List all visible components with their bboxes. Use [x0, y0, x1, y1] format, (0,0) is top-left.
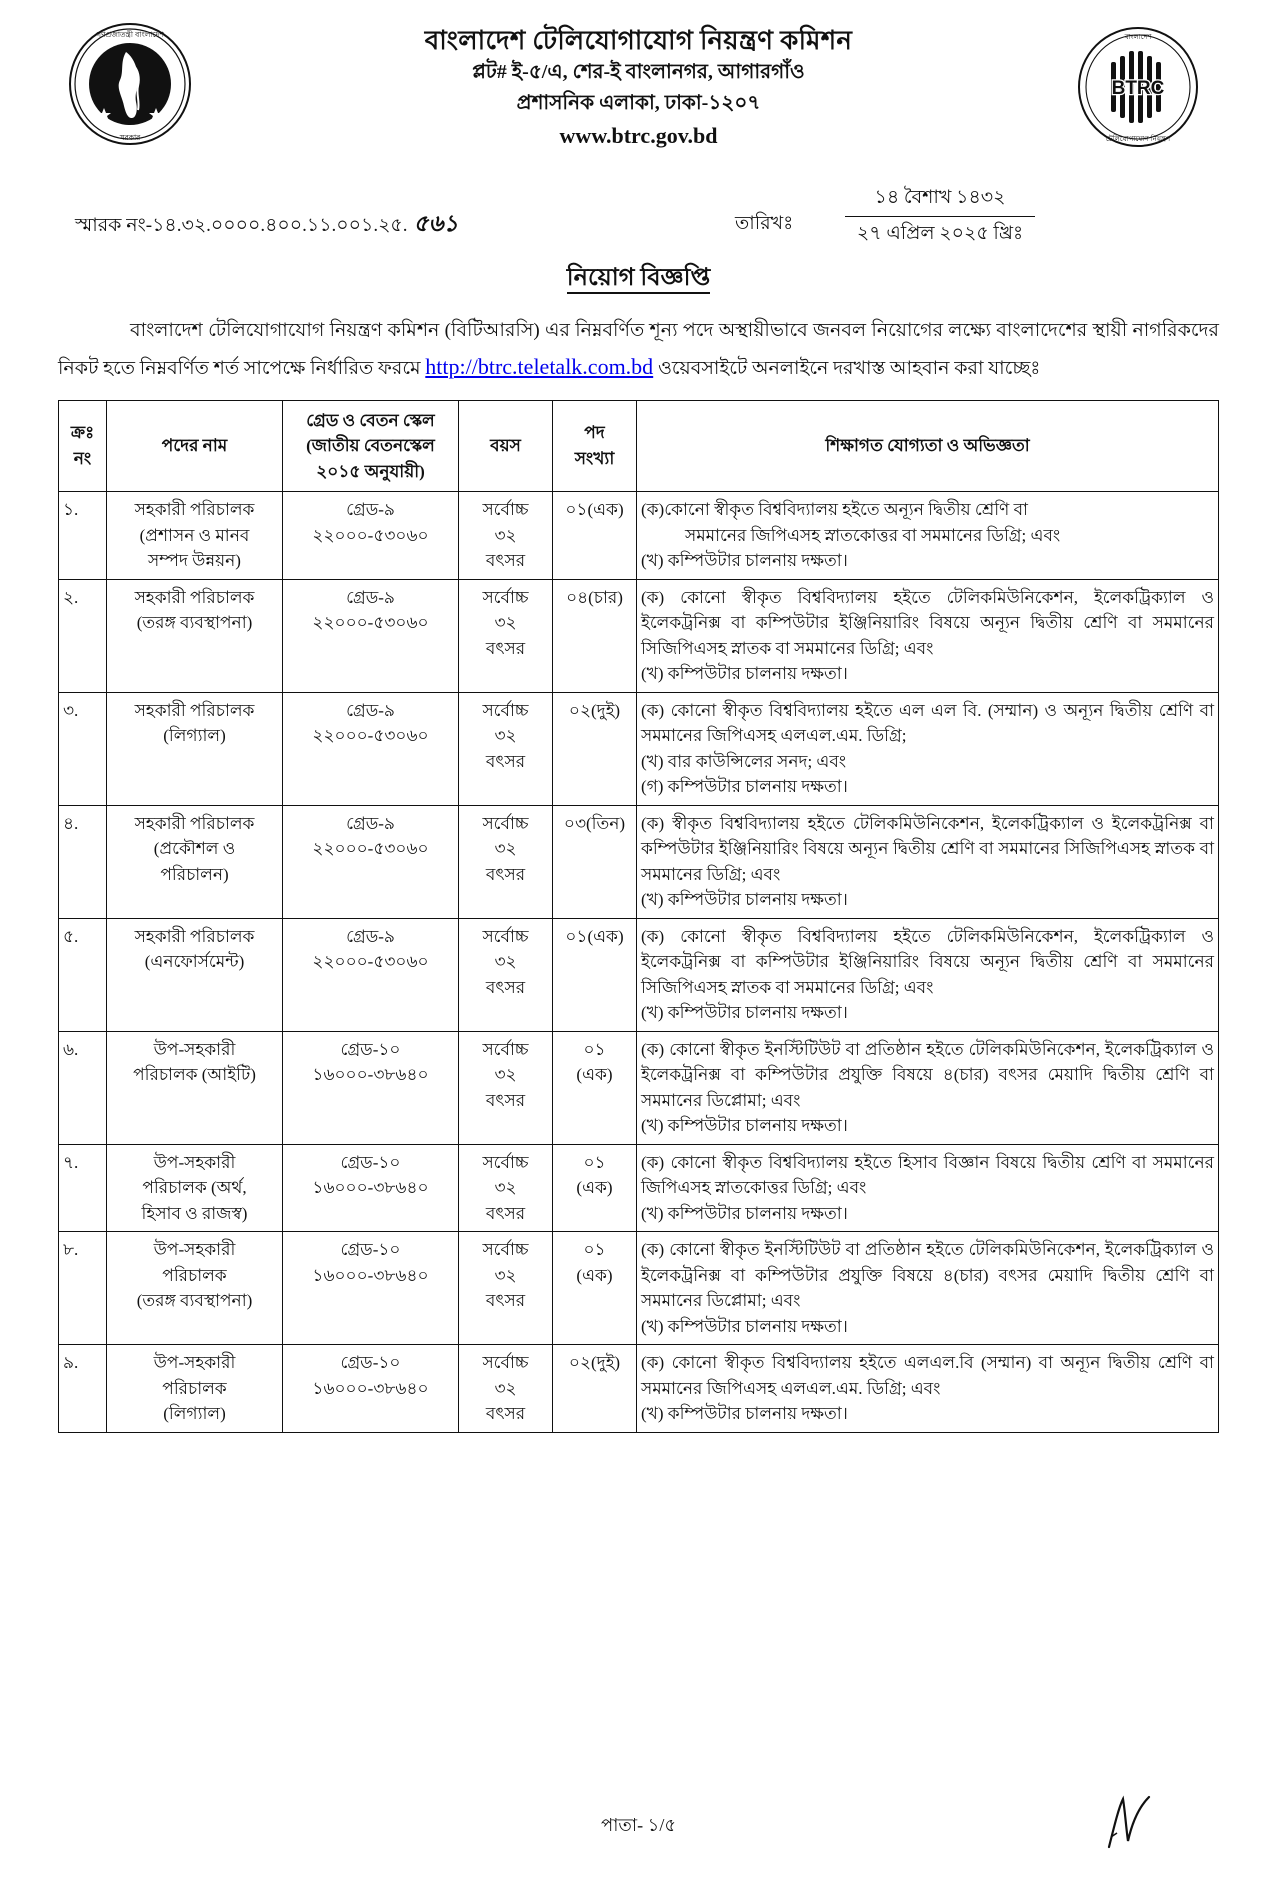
qualification-line: (খ) কম্পিউটার চালনায় দক্ষতা।	[641, 890, 848, 909]
cell-post-name	[107, 1232, 283, 1345]
cell-age-limit	[459, 492, 553, 580]
column-header-qualification-line-1: শিক্ষাগত যোগ্যতা ও অভিজ্ঞতা	[825, 436, 1030, 455]
cell-grade-scale	[283, 579, 459, 692]
intro-text-part-1: বাংলাদেশ টেলিযোগাযোগ নিয়ন্ত্রণ কমিশন (বিটিআরসি) এর নিম্নবর্ণিত শূন্য পদে অস্থায়ীভাবে জনবল নিয়োগের লক্ষ্যে বাংলাদেশের স্থায়ী নাগরিকদের নিকট হতে নিম্নবর্ণিত শর্ত সাপেক্ষে নির্ধারিত ফরমে	[58, 320, 1219, 379]
age-limit-line: বৎসর	[485, 977, 526, 997]
age-limit-line: সর্বোচ্চ	[482, 813, 529, 833]
svg-text:গণপ্রজাতন্ত্রী বাংলাদেশ: গণপ্রজাতন্ত্রী বাংলাদেশ	[96, 30, 164, 39]
table-row	[59, 692, 1219, 805]
post-count-line: ০১(এক)	[565, 926, 624, 946]
column-header-post-name-line-1: পদের নাম	[161, 436, 228, 455]
post-count-line: ০১	[583, 1240, 606, 1259]
grade-scale-line: গ্রেড-৯	[346, 813, 395, 833]
cell-post-count	[553, 918, 637, 1031]
post-name-line: হিসাব ও রাজস্ব)	[141, 1203, 248, 1223]
age-limit-line: সর্বোচ্চ	[482, 500, 529, 519]
cell-serial-number: ৯.	[59, 1345, 107, 1433]
cell-post-count	[553, 1232, 637, 1345]
grade-scale-line: ২২০০০-৫৩০৬০	[312, 525, 429, 545]
table-row	[59, 1232, 1219, 1345]
cell-grade-scale	[283, 1232, 459, 1345]
age-limit-line: সর্বোচ্চ	[482, 1240, 529, 1259]
qualification-line: (ক) কোনো স্বীকৃত ইনস্টিটিউট বা প্রতিষ্ঠান হইতে টেলিকমিউনিকেশন, ইলেকট্রিক্যাল ও ইলেকট্রনিক্স বা কম্পিউটার প্রযুক্তি বিষয়ে ৪(চার) বৎসর মেয়াদি দ্বিতীয় শ্রেণি বা সমমানের ডিপ্লোমা; এবং	[641, 1240, 1214, 1310]
cell-serial-number: ৮.	[59, 1232, 107, 1345]
grade-scale-line: ২২০০০-৫৩০৬০	[312, 839, 429, 858]
memo-date-row	[0, 187, 1277, 257]
age-limit-line: ৩২	[494, 613, 517, 632]
table-header-row	[59, 400, 1219, 492]
qualification-line: (খ) কম্পিউটার চালনায় দক্ষতা।	[641, 1316, 848, 1336]
cell-qualification	[637, 492, 1219, 580]
cell-grade-scale	[283, 918, 459, 1031]
table-row	[59, 1345, 1219, 1433]
cell-post-name	[107, 492, 283, 580]
post-name-line: উপ-সহকারী	[153, 1353, 236, 1372]
date-english: ২৭ এপ্রিল ২০২৫ খ্রিঃ	[856, 223, 1024, 244]
memo-number-label: স্মারক নং-১৪.৩২.০০০০.৪০০.১১.০০১.২৫.	[75, 215, 408, 236]
cell-age-limit	[459, 692, 553, 805]
post-name-line: সহকারী পরিচালক	[134, 926, 255, 946]
btrc-logo-icon	[1077, 26, 1199, 148]
grade-scale-line: গ্রেড-১০	[340, 1152, 401, 1172]
post-name-line: সহকারী পরিচালক	[134, 700, 255, 720]
cell-post-name	[107, 579, 283, 692]
grade-scale-line: গ্রেড-৯	[346, 587, 395, 607]
table-row	[59, 918, 1219, 1031]
qualification-line: (ক) কোনো স্বীকৃত বিশ্ববিদ্যালয় হইতে টেলিকমিউনিকেশন, ইলেকট্রিক্যাল ও ইলেকট্রনিক্স বা কম্পিউটার ইঞ্জিনিয়ারিং বিষয়ে অন্যূন দ্বিতীয় শ্রেণি বা সমমানের সিজিপিএসহ স্নাতক বা সমমানের ডিগ্রি; এবং	[641, 926, 1214, 997]
grade-scale-line: গ্রেড-৯	[346, 926, 395, 946]
age-limit-line: সর্বোচ্চ	[482, 1039, 529, 1059]
grade-scale-line: গ্রেড-১০	[340, 1240, 401, 1259]
qualification-line: (খ) কম্পিউটার চালনায় দক্ষতা।	[641, 551, 848, 570]
intro-paragraph	[58, 315, 1219, 386]
page-title	[0, 259, 1277, 299]
page-title-text: নিয়োগ বিজ্ঞপ্তি	[567, 265, 710, 294]
post-count-line: ০৪(চার)	[566, 587, 623, 607]
cell-post-name	[107, 1031, 283, 1144]
post-name-line: পরিচালক (অর্থ,	[142, 1178, 247, 1197]
grade-scale-line: ১৬০০০-৩৮৬৪০	[312, 1378, 429, 1398]
date-stack	[845, 183, 1035, 251]
cell-grade-scale	[283, 1345, 459, 1433]
grade-scale-line: ২২০০০-৫৩০৬০	[312, 613, 429, 632]
age-limit-line: বৎসর	[485, 1090, 526, 1110]
qualification-line: সমমানের জিপিএসহ স্নাতকোত্তর বা সমমানের ডিগ্রি; এবং	[685, 525, 1061, 545]
post-name-line: (প্রকৌশল ও	[153, 839, 236, 858]
cell-qualification	[637, 1031, 1219, 1144]
cell-post-name	[107, 918, 283, 1031]
post-name-line: পরিচালন)	[160, 864, 229, 884]
age-limit-line: সর্বোচ্চ	[482, 700, 529, 720]
document-header	[0, 0, 1277, 185]
post-count-line: ০৩(তিন)	[563, 813, 626, 833]
grade-scale-line: গ্রেড-১০	[340, 1353, 401, 1372]
qualification-line: (খ) বার কাউন্সিলের সনদ; এবং	[641, 751, 847, 771]
post-count-line: ০২(দুই)	[568, 700, 621, 720]
post-count-line: ০১	[583, 1152, 606, 1172]
qualification-line: (খ) কম্পিউটার চালনায় দক্ষতা।	[641, 1404, 848, 1423]
organization-name: বাংলাদেশ টেলিযোগাযোগ নিয়ন্ত্রণ কমিশন	[424, 26, 853, 55]
cell-serial-number: ৫.	[59, 918, 107, 1031]
svg-text:BTRC: BTRC	[1111, 78, 1165, 99]
application-website-link[interactable]: http://btrc.teletalk.com.bd	[425, 353, 654, 379]
age-limit-line: বৎসর	[485, 1203, 526, 1223]
organization-website: www.btrc.gov.bd	[559, 123, 718, 149]
memo-serial-number: ৫৬১	[413, 211, 459, 236]
column-header-grade-line-3: ২০১৫ অনুযায়ী)	[316, 461, 425, 481]
cell-age-limit	[459, 1345, 553, 1433]
column-header-age	[459, 400, 553, 492]
cell-post-count	[553, 692, 637, 805]
qualification-line: (ক) কোনো স্বীকৃত বিশ্ববিদ্যালয় হইতে এল এল বি. (সম্মান) ও অন্যূন দ্বিতীয় শ্রেণি বা সমমানের জিপিএসহ এলএল.এম. ডিগ্রি;	[641, 700, 1214, 745]
post-count-line: (এক)	[576, 1065, 613, 1084]
column-header-serial-line-2: নং	[73, 448, 92, 468]
qualification-line: (খ) কম্পিউটার চালনায় দক্ষতা।	[641, 1203, 848, 1223]
cell-grade-scale	[283, 1144, 459, 1232]
cell-age-limit	[459, 1031, 553, 1144]
column-header-serial	[59, 400, 107, 492]
vacancy-table-body	[59, 492, 1219, 1433]
cell-qualification	[637, 918, 1219, 1031]
qualification-line: (ক) কোনো স্বীকৃত বিশ্ববিদ্যালয় হইতে এলএল.বি (সম্মান) বা অন্যূন দ্বিতীয় শ্রেণি বা সমমানের জিপিএসহ এলএল.এম. ডিগ্রি; এবং	[641, 1353, 1214, 1398]
qualification-line: (গ) কম্পিউটার চালনায় দক্ষতা।	[641, 777, 848, 796]
cell-post-name	[107, 1345, 283, 1433]
cell-qualification	[637, 579, 1219, 692]
column-header-post-count	[553, 400, 637, 492]
date-label: তারিখঃ	[735, 213, 794, 234]
cell-age-limit	[459, 1232, 553, 1345]
cell-serial-number: ৪.	[59, 805, 107, 918]
cell-age-limit	[459, 918, 553, 1031]
cell-age-limit	[459, 1144, 553, 1232]
post-name-line: উপ-সহকারী	[153, 1152, 236, 1172]
cell-qualification	[637, 1144, 1219, 1232]
cell-serial-number: ১.	[59, 492, 107, 580]
cell-post-count	[553, 1031, 637, 1144]
cell-serial-number: ৩.	[59, 692, 107, 805]
qualification-line: (ক)কোনো স্বীকৃত বিশ্ববিদ্যালয় হইতে অন্যূন দ্বিতীয় শ্রেণি বা	[641, 500, 1028, 519]
table-row	[59, 1031, 1219, 1144]
post-name-line: সহকারী পরিচালক	[134, 813, 255, 833]
cell-grade-scale	[283, 492, 459, 580]
grade-scale-line: গ্রেড-৯	[346, 700, 395, 720]
qualification-line: (খ) কম্পিউটার চালনায় দক্ষতা।	[641, 1116, 848, 1135]
grade-scale-line: ২২০০০-৫৩০৬০	[312, 952, 429, 971]
post-name-line: সহকারী পরিচালক	[134, 587, 255, 607]
post-name-line: পরিচালক (আইটি)	[133, 1065, 256, 1084]
qualification-line: (ক) কোনো স্বীকৃত ইনস্টিটিউট বা প্রতিষ্ঠান হইতে টেলিকমিউনিকেশন, ইলেকট্রিক্যাল ও ইলেকট্রনিক্স বা কম্পিউটার প্রযুক্তি বিষয়ে ৪(চার) বৎসর মেয়াদি দ্বিতীয় শ্রেণি বা সমমানের ডিপ্লোমা; এবং	[641, 1039, 1214, 1110]
cell-post-count	[553, 1345, 637, 1433]
post-name-line: (এনফোর্সমেন্ট)	[144, 952, 245, 971]
date-bengali: ১৪ বৈশাখ ১৪৩২	[845, 183, 1035, 217]
age-limit-line: বৎসর	[485, 751, 526, 771]
age-limit-line: ৩২	[494, 1178, 517, 1197]
cell-grade-scale	[283, 805, 459, 918]
table-row	[59, 1144, 1219, 1232]
document-footer	[0, 1793, 1277, 1863]
qualification-line: (ক) স্বীকৃত বিশ্ববিদ্যালয় হইতে টেলিকমিউনিকেশন, ইলেকট্রিক্যাল ও ইলেকট্রনিক্স বা কম্পিউটার ইঞ্জিনিয়ারিং বিষয়ে অন্যূন দ্বিতীয় শ্রেণি বা সমমানের সিজিপিএসহ স্নাতক বা সমমানের ডিগ্রি; এবং	[641, 813, 1214, 884]
column-header-serial-line-1: ক্রঃ	[70, 423, 95, 443]
memo-number	[75, 205, 458, 244]
cell-age-limit	[459, 805, 553, 918]
post-name-line: উপ-সহকারী	[153, 1039, 236, 1059]
cell-post-count	[553, 492, 637, 580]
vacancy-table	[58, 400, 1219, 1433]
cell-qualification	[637, 805, 1219, 918]
organization-address-line-1: প্লট# ই-৫/এ, শের-ই বাংলানগর, আগারগাঁও	[472, 61, 805, 84]
age-limit-line: ৩২	[494, 525, 517, 545]
age-limit-line: বৎসর	[485, 1291, 526, 1310]
cell-grade-scale	[283, 692, 459, 805]
cell-post-name	[107, 805, 283, 918]
cell-serial-number: ২.	[59, 579, 107, 692]
intro-text-part-2: ওয়েবসাইটে অনলাইনে দরখাস্ত আহবান করা যাচ্ছেঃ	[653, 357, 1041, 379]
column-header-count-line-1: পদ	[584, 423, 605, 443]
organization-block	[230, 24, 1047, 149]
post-name-line: (প্রশাসন ও মানব	[139, 525, 250, 545]
column-header-grade-line-1: গ্রেড ও বেতন স্কেল	[306, 410, 435, 430]
column-header-grade-scale	[283, 400, 459, 492]
qualification-line: (খ) কম্পিউটার চালনায় দক্ষতা।	[641, 1003, 848, 1022]
page-number: পাতা- ১/৫	[600, 1815, 677, 1835]
cell-post-name	[107, 692, 283, 805]
post-name-line: পরিচালক	[162, 1378, 227, 1398]
age-limit-line: বৎসর	[485, 864, 526, 884]
qualification-line: (খ) কম্পিউটার চালনায় দক্ষতা।	[641, 664, 848, 683]
cell-post-count	[553, 805, 637, 918]
post-name-line: (লিগ্যাল)	[163, 726, 226, 745]
post-count-line: (এক)	[576, 1265, 613, 1285]
table-row	[59, 492, 1219, 580]
qualification-line: (ক) কোনো স্বীকৃত বিশ্ববিদ্যালয় হইতে টেলিকমিউনিকেশন, ইলেকট্রিক্যাল ও ইলেকট্রনিক্স বা কম্পিউটার ইঞ্জিনিয়ারিং বিষয়ে অন্যূন দ্বিতীয় শ্রেণি বা সমমানের সিজিপিএসহ স্নাতক বা সমমানের ডিগ্রি; এবং	[641, 587, 1214, 658]
grade-scale-line: গ্রেড-১০	[340, 1039, 401, 1059]
age-limit-line: সর্বোচ্চ	[482, 926, 529, 946]
organization-address-line-2: প্রশাসনিক এলাকা, ঢাকা-১২০৭	[516, 92, 761, 115]
age-limit-line: ৩২	[494, 1065, 517, 1084]
post-count-line: ০১	[583, 1039, 606, 1059]
vacancy-table-head	[59, 400, 1219, 492]
age-limit-line: সর্বোচ্চ	[482, 587, 529, 607]
grade-scale-line: ২২০০০-৫৩০৬০	[312, 726, 429, 745]
post-count-line: ০২(দুই)	[568, 1353, 621, 1372]
grade-scale-line: ১৬০০০-৩৮৬৪০	[312, 1265, 429, 1285]
table-row	[59, 579, 1219, 692]
cell-post-name	[107, 1144, 283, 1232]
column-header-post-name	[107, 400, 283, 492]
table-row	[59, 805, 1219, 918]
post-name-line: পরিচালক	[162, 1265, 227, 1285]
cell-qualification	[637, 692, 1219, 805]
column-header-grade-line-2: (জাতীয় বেতনস্কেল	[306, 436, 435, 455]
post-name-line: (তরঙ্গ ব্যবস্থাপনা)	[136, 1291, 253, 1310]
cell-age-limit	[459, 579, 553, 692]
grade-scale-line: ১৬০০০-৩৮৬৪০	[312, 1178, 429, 1197]
post-name-line: সহকারী পরিচালক	[134, 500, 255, 519]
cell-grade-scale	[283, 1031, 459, 1144]
age-limit-line: বৎসর	[485, 551, 526, 570]
svg-text:বাংলাদেশ: বাংলাদেশ	[1124, 34, 1152, 41]
post-name-line: (লিগ্যাল)	[163, 1404, 226, 1423]
svg-text:সরকার: সরকার	[119, 133, 141, 142]
grade-scale-line: গ্রেড-৯	[346, 500, 395, 519]
column-header-age-line-1: বয়স	[490, 436, 521, 455]
cell-qualification	[637, 1345, 1219, 1433]
post-count-line: (এক)	[576, 1178, 613, 1197]
column-header-count-line-2: সংখ্যা	[574, 448, 615, 468]
age-limit-line: বৎসর	[485, 638, 526, 658]
age-limit-line: বৎসর	[485, 1404, 526, 1423]
age-limit-line: ৩২	[494, 952, 517, 971]
govt-seal-icon	[68, 22, 192, 146]
column-header-qualification	[637, 400, 1219, 492]
grade-scale-line: ১৬০০০-৩৮৬৪০	[312, 1065, 429, 1084]
qualification-line: (ক) কোনো স্বীকৃত বিশ্ববিদ্যালয় হইতে হিসাব বিজ্ঞান বিষয়ে দ্বিতীয় শ্রেণি বা সমমানের জিপিএসহ স্নাতকোত্তর ডিগ্রি; এবং	[641, 1152, 1214, 1197]
cell-qualification	[637, 1232, 1219, 1345]
age-limit-line: ৩২	[494, 839, 517, 858]
cell-post-count	[553, 1144, 637, 1232]
post-name-line: উপ-সহকারী	[153, 1240, 236, 1259]
cell-serial-number: ৬.	[59, 1031, 107, 1144]
age-limit-line: সর্বোচ্চ	[482, 1353, 529, 1372]
age-limit-line: ৩২	[494, 1378, 517, 1398]
age-limit-line: সর্বোচ্চ	[482, 1152, 529, 1172]
age-limit-line: ৩২	[494, 726, 517, 745]
signature-icon	[1099, 1793, 1159, 1851]
post-name-line: (তরঙ্গ ব্যবস্থাপনা)	[136, 613, 253, 632]
cell-post-count	[553, 579, 637, 692]
post-name-line: সম্পদ উন্নয়ন)	[148, 551, 241, 570]
cell-serial-number: ৭.	[59, 1144, 107, 1232]
post-count-line: ০১(এক)	[565, 500, 624, 519]
svg-text:টেলিযোগাযোগ নিয়ন্ত্রণ: টেলিযোগাযোগ নিয়ন্ত্রণ	[1105, 136, 1171, 143]
age-limit-line: ৩২	[494, 1265, 517, 1285]
